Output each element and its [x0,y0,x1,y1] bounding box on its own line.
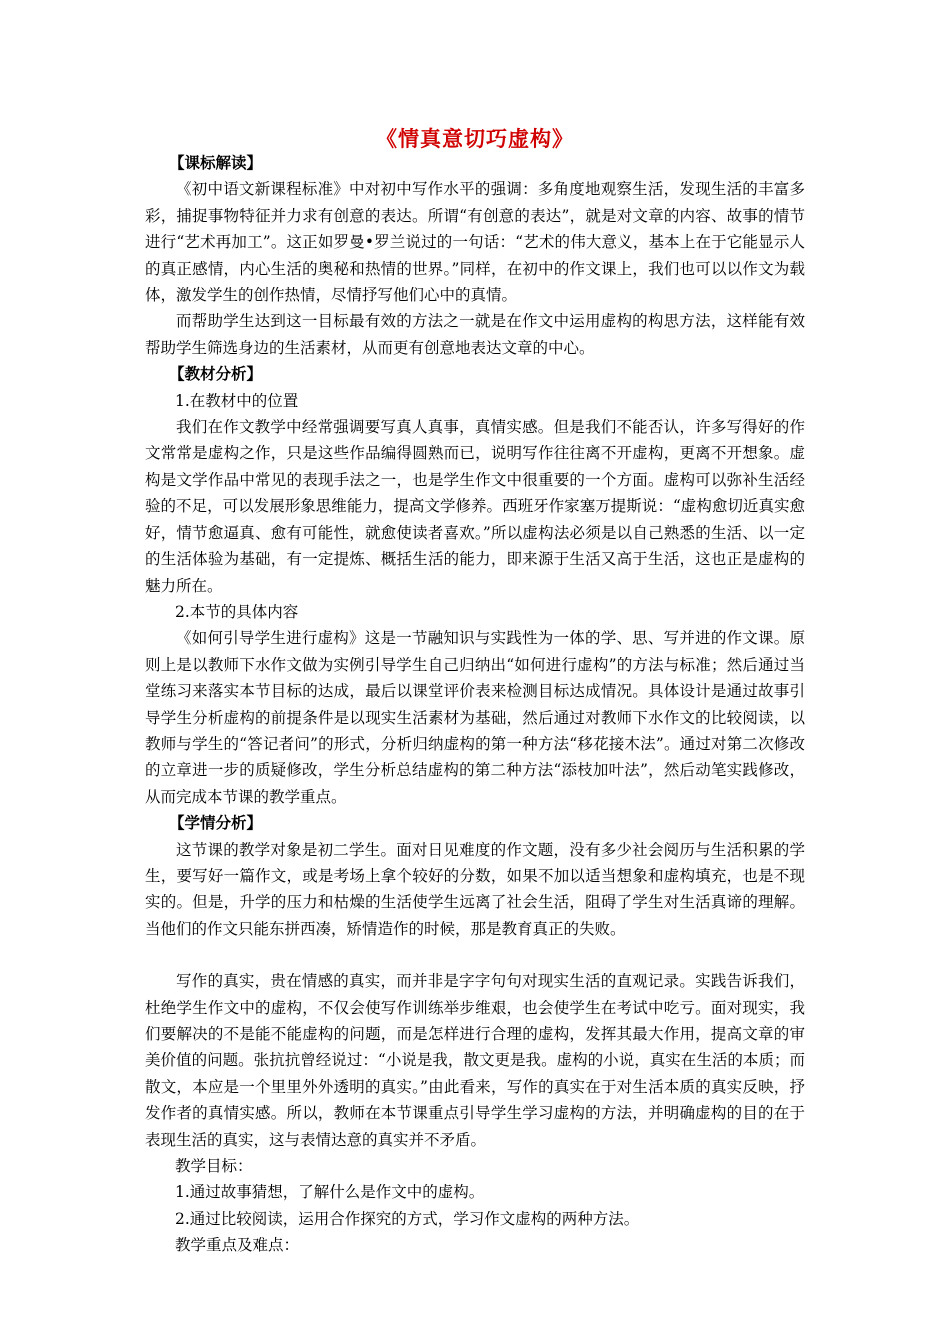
section-heading-kebiao: 【课标解读】 [169,153,263,172]
subheading: 1.在教材中的位置 [175,391,299,410]
goals-label: 教学目标： [175,1157,253,1176]
key-difficulty-label: 教学重点及难点： [175,1236,300,1255]
blank-line [145,942,805,968]
paragraph: 《如何引导学生进行虚构》这是一节融知识与实践性为一体的学、思、写并进的作文课。原则上是以教师下水作文做为实例引导学生自己归纳出“如何进行虚构”的方法与标准；然后通过当堂练习来落实本节目标的达成，最后以课堂评价表来检测目标达成情况。具体设计是通过故事引导学生分析虚构的前提条件是以现实生活素材为基础，然后通过对教师下水作文的比较阅读，以教师与学生的“答记者问”的形式，分析归纳虚构的第一种方法“移花接木法”。通过对第二次修改的立章进一步的质疑修改，学生分析总结虚构的第二种方法“添枝加叶法”，然后动笔实践修改，从而完成本节课的教学重点。 [145,629,805,806]
paragraph: 《初中语文新课程标准》中对初中写作水平的强调：多角度地观察生活，发现生活的丰富多彩，捕捉事物特征并力求有创意的表达。所谓“有创意的表达”，就是对文章的内容、故事的情节进行“艺术再加工”。这正如罗曼•罗兰说过的一句话：“艺术的伟大意义，基本上在于它能显示人的真正感情，内心生活的奥秘和热情的世界。”同样，在初中的作文课上，我们也可以以作文为载体，激发学生的创作热情，尽情抒写他们心中的真情。 [145,180,805,305]
paragraph: 而帮助学生达到这一目标最有效的方法之一就是在作文中运用虚构的构思方法，这样能有效帮助学生筛选身边的生活素材，从而更有创意地表达文章的中心。 [145,312,805,357]
subheading: 2.本节的具体内容 [175,602,299,621]
document-body [145,150,805,1259]
paragraph: 我们在作文教学中经常强调要写真人真事，真情实感。但是我们不能否认，许多写得好的作文常常是虚构之作，只是这些作品编得圆熟而已，说明写作往往离不开虚构，更离不开想象。虚构是文学作品中常见的表现手法之一，也是学生作文中很重要的一个方面。虚构可以弥补生活经验的不足，可以发展形象思维能力，提高文学修养。西班牙作家塞万提斯说：“虚构愈切近真实愈好，情节愈逼真、愈有可能性，就愈使读者喜欢。”所以虚构法必须是以自己熟悉的生活、以一定的生活体验为基础，有一定提炼、概括生活的能力，即来源于生活又高于生活，这也正是虚构的魅力所在。 [145,418,805,595]
paragraph: 这节课的教学对象是初二学生。面对日见难度的作文题，没有多少社会阅历与生活积累的学生，要写好一篇作文，或是考场上拿个较好的分数，如果不加以适当想象和虚构填充，也是不现实的。但是，升学的压力和枯燥的生活使学生远离了社会生活，阻碍了学生对生活真谛的理解。当他们的作文只能东拼西凑，矫情造作的时候，那是教育真正的失败。 [145,840,805,938]
section-heading-xueqing: 【学情分析】 [169,813,263,833]
section-heading-jiaocai: 【教材分析】 [169,364,263,384]
goal-item: 1.通过故事猜想，了解什么是作文中的虚构。 [175,1183,485,1202]
document-title: 《情真意切巧虚构》 [376,126,574,151]
goal-item: 2.通过比较阅读，运用合作探究的方式，学习作文虚构的两种方法。 [175,1209,640,1228]
paragraph: 写作的真实，贵在情感的真实，而并非是字字句句对现实生活的直观记录。实践告诉我们，杜绝学生作文中的虚构，不仅会使写作训练举步维艰，也会使学生在考试中吃亏。面对现实，我们要解决的不是能不能虚构的问题，而是怎样进行合理的虚构，发挥其最大作用，提高文章的审美价值的问题。张抗抗曾经说过：“小说是我，散文更是我。虚构的小说，真实在生活的本质；而散文，本应是一个里里外外透明的真实。”由此看来，写作的真实在于对生活本质的真实反映，抒发作者的真情实感。所以，教师在本节课重点引导学生学习虚构的方法，并明确虚构的目的在于表现生活的真实，这与表情达意的真实并不矛盾。 [145,972,805,1149]
